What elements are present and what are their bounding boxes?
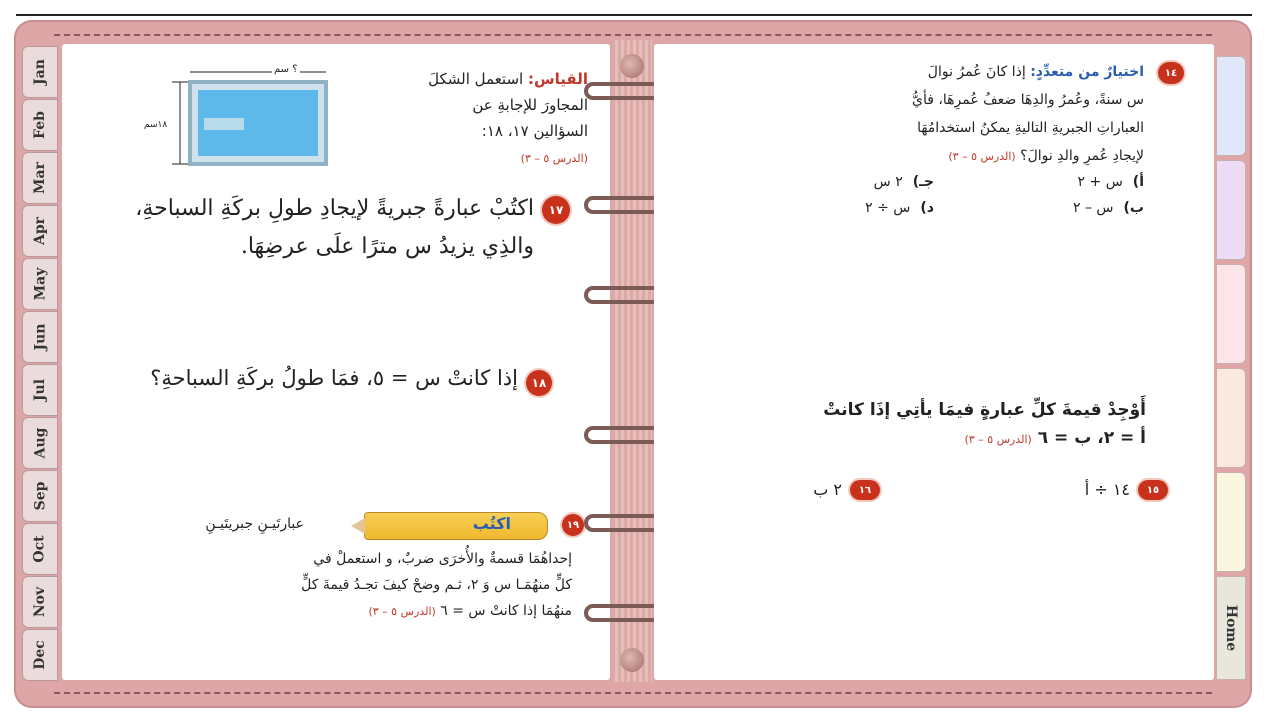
answer-option-key: جـ) [912, 174, 934, 190]
question-15: ١٤ ÷ أ [1084, 480, 1130, 499]
binder-rivet [620, 54, 644, 78]
question-14-line: لإيجادِ عُمرِ والدِ نوالَ؟ [1020, 148, 1144, 164]
measure-intro [368, 66, 588, 144]
home-tab-label: Home [1223, 604, 1240, 652]
month-tab-label: Oct [32, 535, 48, 563]
month-tab-aug[interactable] [22, 417, 58, 469]
month-tab-label: Aug [32, 427, 48, 459]
answer-option-key: د) [920, 200, 934, 216]
question-14-line: س سنةً، وعُمرُ والدِهَا ضعفُ عُمرِهَا، فأيُّ [911, 92, 1144, 108]
color-tab[interactable] [1216, 56, 1246, 156]
top-border-line [16, 14, 1252, 16]
left-page [62, 44, 610, 680]
question-19-line: منهُمَا إذا كانتْ س = ٦ [440, 603, 572, 619]
color-tab[interactable] [1216, 472, 1246, 572]
month-tab-nov[interactable] [22, 576, 58, 628]
question-19-line: كلٍّ منهُمَـا س وَ ٢، ثـم وضحْ كيفَ تجـدُ قيمةَ كلٍّ [301, 577, 572, 593]
month-tab-label: Sep [32, 481, 48, 511]
color-tab[interactable] [1216, 160, 1246, 260]
pencil-icon [364, 512, 548, 540]
month-tab-label: May [31, 267, 48, 301]
month-tab-label: Apr [32, 216, 48, 246]
answer-option[interactable] [1078, 174, 1144, 190]
color-tab[interactable] [1216, 264, 1246, 364]
answer-option-key: أ) [1132, 174, 1144, 190]
bottom-stitch [54, 692, 1212, 694]
answer-option[interactable] [1073, 200, 1144, 216]
measure-heading: القياس: [527, 70, 588, 88]
answer-option-key: ب) [1123, 200, 1144, 216]
answer-option-text: س – ٢ [1073, 200, 1114, 216]
month-tab-mar[interactable] [22, 152, 58, 204]
question-19 [152, 546, 572, 625]
dim-side-label: ١٨سم [144, 120, 168, 130]
month-tab-oct[interactable] [22, 523, 58, 575]
answer-option-text: ٢ س [873, 174, 903, 190]
question-17 [94, 190, 534, 266]
measure-line: السؤالين ١٧، ١٨: [481, 122, 588, 140]
question-14-line: العباراتِ الجبريةِ التاليةِ يمكنُ استخدامُهَا [917, 120, 1144, 136]
month-tab-label: Feb [32, 111, 48, 139]
right-page [654, 44, 1214, 680]
month-tab-jul[interactable] [22, 364, 58, 416]
month-tab-label: Nov [32, 586, 48, 618]
measure-lesson-ref: (الدرس ٥ – ٣) [520, 152, 588, 165]
binder-spine [612, 40, 652, 682]
question-14-line: إذا كانَ عُمرُ نوالَ [927, 64, 1026, 80]
pool-figure [152, 62, 392, 182]
question-18-badge: ١٨ [526, 370, 552, 396]
question-14 [674, 58, 1144, 171]
answer-option[interactable] [865, 200, 934, 216]
question-19-badge: ١٩ [562, 514, 584, 536]
month-tab-sep[interactable] [22, 470, 58, 522]
month-tab-jan[interactable] [22, 46, 58, 98]
month-tab-label: Jun [31, 323, 48, 351]
answer-option-text: س + ٢ [1077, 174, 1123, 190]
evaluate-line: أَوْجِدْ قيمةَ كلِّ عبارةٍ فيمَا يأتِي إذَا كانتْ [823, 400, 1146, 420]
month-tab-jun[interactable] [22, 311, 58, 363]
measure-line: المجاورَ للإجابةِ عن [472, 96, 588, 114]
binder-rivet [620, 648, 644, 672]
write-badge-label: اكتُب [472, 514, 511, 533]
question-16-badge: ١٦ [850, 480, 880, 500]
month-tab-feb[interactable] [22, 99, 58, 151]
month-tab-label: Jan [32, 59, 48, 85]
answer-option-text: س ÷ ٢ [865, 200, 911, 216]
month-tab-dec[interactable] [22, 629, 58, 681]
answer-option[interactable] [874, 174, 934, 190]
pool-label-box [204, 118, 244, 130]
month-tab-apr[interactable] [22, 205, 58, 257]
question-14-heading: اختيارٌ من متعدِّدٍ: [1030, 64, 1144, 80]
month-tab-label: Dec [31, 640, 48, 670]
question-19-line: إحداهُمَا قسمةٌ والأُخرَى ضربٌ، و استعملْ في [313, 551, 572, 567]
pencil-tip [351, 518, 365, 534]
month-tab-label: Jul [32, 378, 48, 402]
evaluate-instructions [666, 396, 1146, 454]
question-15-badge: ١٥ [1138, 480, 1168, 500]
evaluate-values: أ = ٢، ب = ٦ [1037, 428, 1146, 448]
month-tab-may[interactable] [22, 258, 58, 310]
question-18: إذا كانتْ س = ٥، فمَا طولُ بركَةِ السباحةِ؟ [150, 366, 518, 390]
home-tab[interactable] [1216, 576, 1246, 680]
question-17-line: والذِي يزيدُ س مترًا علَى عرضِهَا. [240, 234, 534, 259]
color-tab[interactable] [1216, 368, 1246, 468]
month-tab-label: Mar [31, 162, 48, 194]
question-14-lesson-ref: (الدرس ٥ – ٣) [948, 150, 1016, 163]
question-19-lesson-ref: (الدرس ٥ – ٣) [368, 605, 436, 618]
dim-top-label: ؟ سم [274, 64, 298, 75]
evaluate-lesson-ref: (الدرس ٥ – ٣) [964, 433, 1032, 446]
top-stitch [54, 34, 1212, 36]
question-16: ٢ ب [813, 480, 842, 499]
question-17-badge: ١٧ [542, 196, 570, 224]
question-19-line: عبارتَيـنِ جبريتَيـنِ [205, 516, 304, 532]
question-14-badge: ١٤ [1158, 62, 1184, 84]
question-14-options [774, 174, 1144, 224]
question-17-line: اكتُبْ عبارةً جبريةً لإيجادِ طولِ بركَةِ السباحةِ، [135, 196, 534, 221]
measure-line: استعمل الشكلَ [428, 70, 524, 88]
